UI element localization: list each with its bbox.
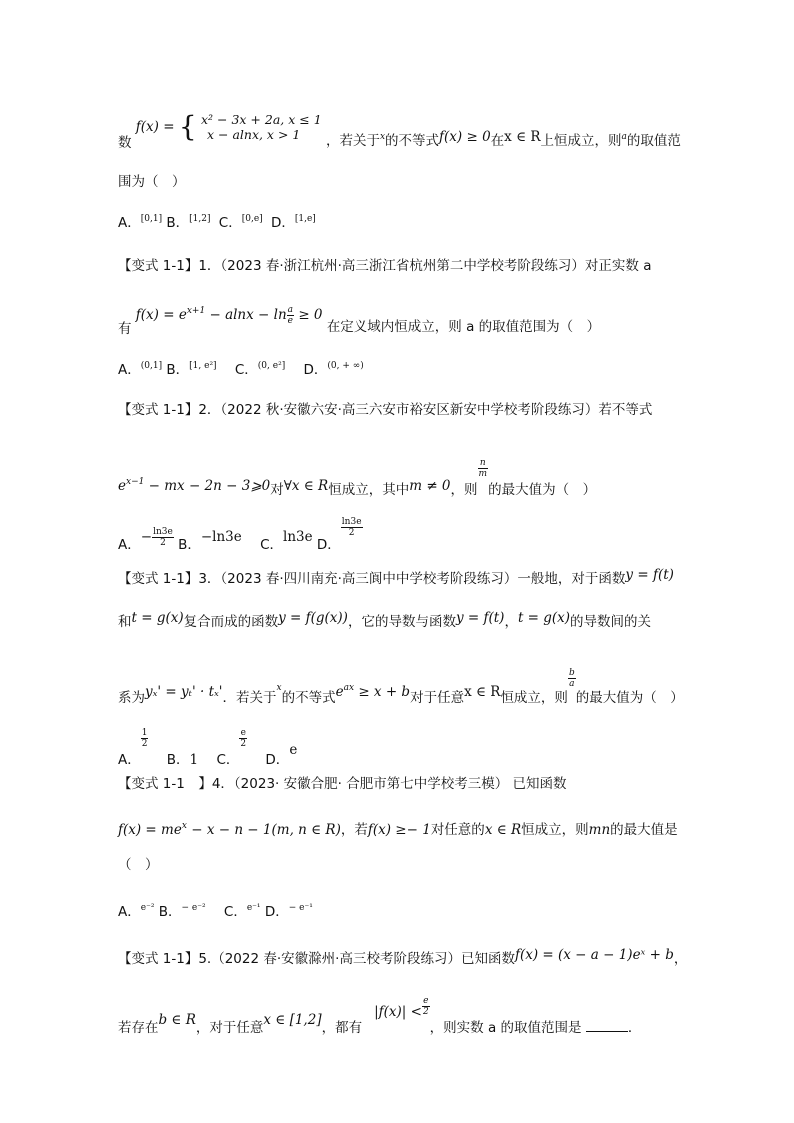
q0-brace: { <box>178 110 197 143</box>
v2-t3: ，则 <box>450 482 478 498</box>
v5-l2-end: ． <box>627 1020 642 1036</box>
v4-l2-t2: 对任意的 <box>430 822 485 838</box>
v3-l2-m2: y = f(g(x)) <box>278 610 348 626</box>
v3-l3-m1: yₓ' = yₜ' · tₓ' <box>145 684 223 700</box>
v3-option-c-frac <box>239 728 247 749</box>
v3-l3-m3: x ∈ R <box>464 684 501 700</box>
v1-formula-a: f(x) = e <box>135 307 187 323</box>
v2-option-b-value: −ln3e <box>200 529 242 545</box>
v4-l2-m1b: − x − n − 1(m, n ∈ R) <box>186 822 341 838</box>
v3-option-a-frac <box>141 728 149 749</box>
v3-option-b-label: B． <box>166 752 190 768</box>
v3-frac-den: a <box>569 679 575 689</box>
q0-t3: 在 <box>490 133 505 149</box>
v4-head: 【变式 1-1 】4．（2023· 安徽合肥· 合肥市第七中学校考三模） 已知函数 <box>118 776 567 792</box>
v2-ineq-b: − mx − 2n − 3⩾0 <box>144 478 271 494</box>
v1-formula-b: − alnx − ln <box>205 307 287 323</box>
v2-option-b-label: B． <box>178 537 201 553</box>
q0-option-b-value: [1,2] <box>189 214 211 224</box>
v4-option-d-value: − e⁻¹ <box>288 903 313 913</box>
v1-line-2 <box>118 302 600 338</box>
q0-option-c-value: [0,e] <box>241 214 263 224</box>
v1-option-c-value: (0, e²] <box>257 361 286 371</box>
v3-l3-t2: ．若关于 <box>222 690 277 706</box>
v2-frac <box>478 458 489 479</box>
v4-l2-m3: x ∈ R <box>484 822 522 838</box>
v3-l2-m4: t = g(x) <box>517 610 571 626</box>
v4-option-b-label: B． <box>158 904 182 920</box>
v2-option-a-pre: − <box>140 529 153 545</box>
q0-line-1 <box>118 112 681 152</box>
v2-option-a-label: A． <box>118 537 141 553</box>
v5-head-math: f(x) = (x − a − 1)eˣ + b <box>514 947 674 963</box>
q0-t2: 的不等式 <box>385 133 440 149</box>
v3-l2-and: 和 <box>118 614 132 630</box>
v2-frac-den: m <box>478 469 488 479</box>
v3-option-c-den: 2 <box>240 739 247 749</box>
v4-option-c-label: C． <box>223 904 247 920</box>
v3-option-a-num: 1 <box>141 728 148 738</box>
v3-l3-m2a: e <box>335 684 344 700</box>
v3-option-b-value: 1 <box>189 752 199 768</box>
v3-option-d-value: e <box>289 742 298 758</box>
v3-l3-m2b: ≥ x + b <box>354 684 411 700</box>
q0-tail <box>325 129 681 149</box>
v1-you: 有 <box>118 321 132 337</box>
v2-option-d-den: 2 <box>348 528 355 538</box>
q0-domain: x ∈ R <box>504 129 541 145</box>
q0-ineq: f(x) ≥ 0 <box>439 129 491 145</box>
v3-l2-t2: ，它的导数与函数 <box>347 614 456 630</box>
v1-formula-c: ≥ 0 <box>294 307 323 323</box>
v1-option-d-value: (0, + ∞) <box>327 361 364 371</box>
v1-option-a-value: (0,1] <box>140 361 163 371</box>
v3-l3-t3: 的不等式 <box>281 690 336 706</box>
q0-option-d-label: D． <box>270 215 295 231</box>
v5-head <box>118 946 687 968</box>
v1-formula <box>135 305 327 326</box>
v4-option-a-label: A． <box>118 904 141 920</box>
v2-line-2 <box>118 458 596 499</box>
q0-options <box>118 210 316 232</box>
v3-option-a-label: A． <box>118 752 141 768</box>
v4-option-b-value: − e⁻² <box>181 903 206 913</box>
v5-l2-t3: ，都有 <box>321 1020 363 1036</box>
v4-option-d-label: D． <box>264 904 289 920</box>
v2-option-d-label: D． <box>316 537 341 553</box>
v5-l2-m3: |f(x)| < <box>374 1004 422 1020</box>
v2-option-a-frac <box>152 527 174 548</box>
q0-option-a-label: A． <box>118 215 141 231</box>
v2-options <box>118 517 363 554</box>
v4-line-3: （ ） <box>118 857 159 873</box>
v5-l2-m1: b ∈ R <box>158 1012 196 1028</box>
v2-option-c-label: C． <box>260 537 283 553</box>
q0-t4: 上恒成立，则 <box>540 133 622 149</box>
q0-t5: 的取值范 <box>626 133 681 149</box>
v3-l2-m1: t = g(x) <box>131 610 184 626</box>
v2-option-c-value: ln3e <box>283 529 313 545</box>
v2-ineq <box>118 478 270 494</box>
q0-option-a-value: [0,1] <box>140 214 163 224</box>
v5-answer-blank <box>586 1019 628 1032</box>
v2-option-a-num: ln3e <box>153 526 173 537</box>
v3-line-3 <box>118 668 684 707</box>
v5-head-end: ， <box>673 951 688 967</box>
v5-l2-t4: ，则实数 a 的取值范围是 <box>429 1020 582 1036</box>
v1-formula-frac <box>287 305 294 326</box>
v3-option-a-den: 2 <box>141 739 148 749</box>
v5-frac-num: e <box>423 996 429 1006</box>
q0-option-d-value: [1,e] <box>294 214 316 224</box>
q0-option-c-label: C． <box>218 215 242 231</box>
v3-line-2 <box>118 609 651 631</box>
v3-l3-t4: 对于任意 <box>410 690 465 706</box>
q0-option-b-label: B． <box>166 215 190 231</box>
v4-option-c-value: e⁻¹ <box>246 903 261 913</box>
q0-case-1: x² − 3x + 2a, x ≤ 1 <box>200 112 322 127</box>
v2-t1: 对 <box>270 482 284 498</box>
v3-option-c-label: C． <box>216 752 240 768</box>
v3-l3-t5: 恒成立，则 <box>500 690 568 706</box>
v5-frac <box>422 996 430 1017</box>
v4-options <box>118 899 313 921</box>
v3-options <box>118 728 297 769</box>
v3-frac-num: b <box>568 668 575 678</box>
v2-ineq-a: e <box>118 478 126 494</box>
v4-option-a-value: e⁻² <box>140 903 155 913</box>
v3-l3-m2 <box>336 684 411 700</box>
v2-option-d-num: ln3e <box>341 517 362 527</box>
v1-option-b-value: [1, e²] <box>189 361 217 371</box>
v1-option-c-label: C． <box>234 362 258 378</box>
q0-var-a: a <box>621 132 627 142</box>
q0-line-2: 围为（ ） <box>118 174 186 190</box>
v4-l2-m1a: f(x) = me <box>118 822 182 838</box>
q0-func: f(x) = <box>135 119 175 135</box>
v4-l2-m1 <box>118 822 341 838</box>
v3-l3-x: x <box>276 683 282 693</box>
v2-t4: 的最大值为（ ） <box>488 482 597 498</box>
v5-frac-den: 2 <box>422 1007 429 1017</box>
v3-l2-t3: ， <box>504 614 518 630</box>
v3-l2-t1: 复合而成的函数 <box>183 614 279 630</box>
q0-var-x: x <box>379 132 386 142</box>
v1-options <box>118 357 364 379</box>
v1-frac-den: e <box>287 316 293 326</box>
v3-l2-m3: y = f(t) <box>455 610 505 626</box>
v5-head-text: 【变式 1-1】5.（2022 春·安徽滁州·高三校考阶段练习）已知函数 <box>118 951 515 967</box>
v3-frac <box>568 668 576 689</box>
v2-forall: ∀x ∈ R <box>283 478 329 494</box>
v3-head <box>118 566 674 588</box>
v3-l3-t1: 系为 <box>118 690 145 706</box>
v3-l3-t6: 的最大值为（ ） <box>575 690 684 706</box>
v3-option-d-label: D． <box>265 752 290 768</box>
q0-case-2: x − alnx, x > 1 <box>206 127 301 142</box>
v4-line-2 <box>118 817 678 839</box>
v1-option-d-label: D． <box>303 362 328 378</box>
v4-l2-m1sup: x <box>181 821 187 831</box>
v2-option-a-den: 2 <box>160 537 166 548</box>
v2-t2: 恒成立，其中 <box>328 482 410 498</box>
v2-ineq-sup: x−1 <box>126 477 145 487</box>
v1-option-b-label: B． <box>166 362 190 378</box>
v2-cond: m ≠ 0 <box>409 478 451 494</box>
v2-head: 【变式 1-1】2．（2022 秋·安徽六安·高三六安市裕安区新安中学校考阶段练习）若不等式 <box>118 402 653 418</box>
q0-cases <box>201 112 322 142</box>
v1-frac-num: a <box>287 305 294 315</box>
v4-l2-t1: ，若 <box>340 822 368 838</box>
v5-l2-t1: 若存在 <box>118 1020 159 1036</box>
v1-tail: 在定义域内恒成立，则 a 的取值范围为（ ） <box>326 319 601 335</box>
v1-formula-sup: x+1 <box>186 306 206 316</box>
v2-option-d-frac <box>341 517 363 538</box>
v5-l2-t2: ，对于任意 <box>195 1020 264 1036</box>
v4-l2-t4: 的最大值是 <box>610 822 678 838</box>
v4-l2-t3: 恒成立，则 <box>521 822 589 838</box>
v3-head-text: 【变式 1-1】3．（2023 春·四川南充·高三阆中中学校考阶段练习）一般地，对于函数 <box>118 571 626 587</box>
v4-l2-m4: mn <box>588 822 611 838</box>
v2-frac-num: n <box>478 458 489 469</box>
v5-line-2 <box>118 996 641 1037</box>
v1-option-a-label: A． <box>118 362 141 378</box>
v5-l2-m2: x ∈ [1,2] <box>263 1012 322 1028</box>
q0-t1: ，若关于 <box>325 133 380 149</box>
v4-l2-m2: f(x) ≥− 1 <box>367 822 431 838</box>
q0-prefix: 数 <box>118 135 132 151</box>
v1-head: 【变式 1-1】1．（2023 春·浙江杭州·高三浙江省杭州第二中学校考阶段练习）对正实数 a <box>118 258 652 274</box>
v3-option-c-num: e <box>240 728 246 738</box>
v3-l2-t4: 的导数间的关 <box>570 614 652 630</box>
v3-head-math: y = f(t) <box>625 567 674 583</box>
v3-l3-m2sup: ax <box>343 683 355 693</box>
